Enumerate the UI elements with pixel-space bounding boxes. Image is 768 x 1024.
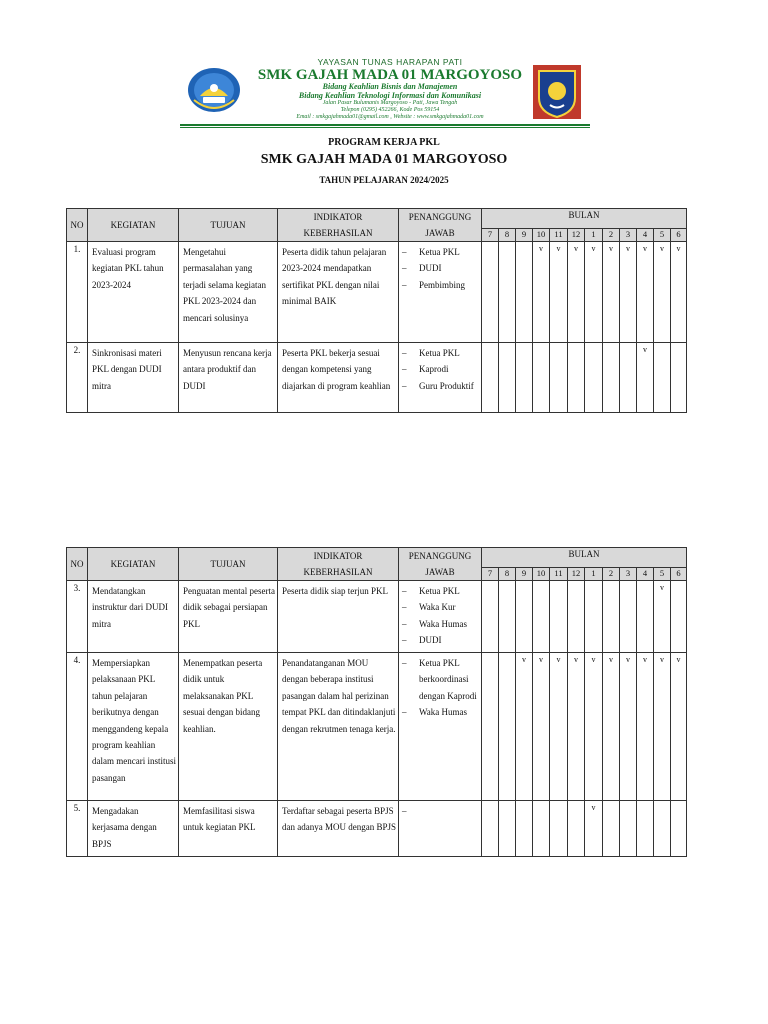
indikator-cell: Penandatanganan MOU dengan beberapa institusi pasangan dalam hal perizinan tempat PKL dan ditindaklanjuti dengan rekrutmen tenaga kerja. [278,653,399,801]
dash-bullet: – [402,618,407,629]
kegiatan-cell: Mengadakan kerjasama dengan BPJS [88,801,179,857]
row-number: 4. [67,653,88,801]
kegiatan-cell: Sinkronisasi materi PKL dengan DUDI mitra [88,343,179,413]
table-row [67,343,687,413]
pj-item [402,655,480,704]
month-mark [568,801,585,857]
school-shield-logo-icon [532,64,582,120]
pj-item [402,277,480,293]
month-mark [499,653,516,801]
header-penanggung-jawab: PENANGGUNG JAWAB [399,548,482,581]
indikator-cell: Peserta didik siap terjun PKL [278,581,399,653]
pj-item [402,260,480,276]
month-header: 4 [637,567,654,580]
month-mark [533,581,550,653]
row-number: 3. [67,581,88,653]
month-mark: v [671,242,687,343]
month-mark: v [671,653,687,801]
pj-text: Ketua PKL [419,348,460,358]
tut-wuri-handayani-logo-icon [186,66,242,114]
dash-bullet: – [402,602,407,613]
pj-item [402,704,480,720]
table-row [67,581,687,653]
month-mark: v [620,242,637,343]
month-header: 8 [499,567,516,580]
pj-item [402,361,480,377]
month-header: 11 [550,567,568,580]
month-mark [637,581,654,653]
letterhead-text [250,56,530,121]
pj-text: Waka Humas [419,707,468,718]
month-mark [482,581,499,653]
month-mark [516,801,533,857]
month-mark: v [585,801,603,857]
row-number: 2. [67,343,88,413]
month-header: 3 [620,567,637,580]
month-mark [499,801,516,857]
tujuan-cell: Penguatan mental peserta didik sebagai persiapan PKL [179,581,278,653]
tujuan-cell: Mengetahui permasalahan yang terjadi selama kegiatan PKL 2023-2024 dan mencari solusinya [179,242,278,343]
table-row [67,801,687,857]
month-header: 9 [516,567,533,580]
penanggung-jawab-cell [399,801,482,857]
field-2: Bidang Keahlian Teknologi Informasi dan Komunikasi [298,90,482,100]
month-mark [533,343,550,413]
pj-text: DUDI [419,635,442,646]
month-mark [637,801,654,857]
school-contact: Email : smkgajahmada01@gmail.com , Website : www.smkgajahmada01.com [296,114,484,120]
month-header: 12 [568,567,585,580]
month-mark [654,801,671,857]
dash-bullet: – [402,635,407,646]
month-mark: v [585,242,603,343]
pj-text: Waka Kur [419,602,456,613]
penanggung-jawab-cell [399,343,482,413]
dash-bullet: – [402,806,407,816]
month-mark [585,581,603,653]
letterhead [180,56,590,128]
month-mark: v [654,653,671,801]
month-mark [482,343,499,413]
month-mark [533,801,550,857]
month-mark: v [550,653,568,801]
month-mark [603,581,620,653]
month-mark [482,653,499,801]
school-title: SMK GAJAH MADA 01 MARGOYOSO [260,152,508,167]
month-mark: v [550,242,568,343]
letterhead-rule [180,124,590,126]
tujuan-cell: Menyusun rencana kerja antara produktif dan DUDI [179,343,278,413]
row-number: 5. [67,801,88,857]
month-mark: v [654,242,671,343]
month-mark [671,343,687,413]
penanggung-jawab-cell [399,242,482,343]
month-mark [620,801,637,857]
month-mark [516,242,533,343]
month-header: 10 [533,228,550,241]
header-no: NO [67,548,88,581]
pj-text: Pembimbing [419,279,466,290]
field-1: Bidang Keahlian Bisnis dan Manajemen [322,82,458,91]
month-mark: v [637,653,654,801]
month-header: 3 [620,228,637,241]
dash-bullet: – [402,658,407,668]
indikator-cell: Terdaftar sebagai peserta BPJS dan adanya MOU dengan BPJS [278,801,399,857]
table-row [67,242,687,343]
month-mark [568,343,585,413]
month-mark [550,801,568,857]
header-tujuan: TUJUAN [179,209,278,242]
month-mark [585,343,603,413]
month-mark [499,343,516,413]
month-mark [516,343,533,413]
month-mark: v [603,242,620,343]
month-header: 6 [671,228,687,241]
month-mark: v [603,653,620,801]
month-mark [499,242,516,343]
month-header: 11 [550,228,568,241]
month-header: 10 [533,567,550,580]
header-bulan: BULAN [482,548,687,568]
school-name: SMK GAJAH MADA 01 MARGOYOSO [257,67,523,83]
header-kegiatan: KEGIATAN [88,209,179,242]
pj-item [402,632,480,648]
pj-text: Waka Humas [419,618,468,629]
month-header: 7 [482,228,499,241]
month-header: 2 [603,567,620,580]
month-header: 1 [585,567,603,580]
indikator-cell: Peserta didik tahun pelajaran 2023-2024 mendapatkan sertifikat PKL dengan nilai minimal BAIK [278,242,399,343]
pj-item [402,616,480,632]
program-title: PROGRAM KERJA PKL [328,137,440,148]
kegiatan-cell: Mendatangkan instruktur dari DUDI mitra [88,581,179,653]
month-mark: v [620,653,637,801]
month-header: 9 [516,228,533,241]
header-no: NO [67,209,88,242]
month-mark [482,801,499,857]
month-mark [499,581,516,653]
foundation-name: YAYASAN TUNAS HARAPAN PATI [317,57,463,67]
month-mark [482,242,499,343]
dash-bullet: – [402,707,407,718]
header-indikator: INDIKATOR KEBERHASILAN [278,548,399,581]
header-penanggung-jawab: PENANGGUNG JAWAB [399,209,482,242]
letterhead-rule-thin [180,127,590,128]
pj-item [402,345,480,361]
program-table-1 [66,208,687,413]
month-mark [568,581,585,653]
header-indikator: INDIKATOR KEBERHASILAN [278,209,399,242]
pj-item [402,378,480,394]
month-mark [550,343,568,413]
month-mark [550,581,568,653]
school-address: Jalan Pasar Bulumanis Margoyoso - Pati, Jawa Tengah [322,100,458,106]
month-mark [620,343,637,413]
pj-text: Kaprodi [419,364,449,375]
month-mark [603,343,620,413]
pj-text: Ketua PKL [419,247,460,257]
academic-year: TAHUN PELAJARAN 2024/2025 [319,175,449,185]
month-mark: v [516,653,533,801]
pj-item [402,244,480,260]
month-mark [671,801,687,857]
table-row [67,653,687,801]
school-phone: Telepon (0295) 452266, Kode Pos 59154 [340,107,440,113]
dash-bullet: – [402,279,407,290]
month-mark: v [533,653,550,801]
header-kegiatan: KEGIATAN [88,548,179,581]
month-mark: v [637,343,654,413]
dash-bullet: – [402,348,407,358]
header-bulan: BULAN [482,209,687,229]
kegiatan-cell: Evaluasi program kegiatan PKL tahun 2023-2024 [88,242,179,343]
pj-item [402,803,480,819]
penanggung-jawab-cell [399,581,482,653]
month-mark [654,343,671,413]
month-header: 8 [499,228,516,241]
month-mark: v [533,242,550,343]
month-header: 6 [671,567,687,580]
month-header: 4 [637,228,654,241]
pj-item [402,583,480,599]
pj-text: Ketua PKL [419,586,460,596]
month-mark: v [654,581,671,653]
month-header: 1 [585,228,603,241]
month-mark: v [568,242,585,343]
tujuan-cell: Memfasilitasi siswa untuk kegiatan PKL [179,801,278,857]
month-header: 7 [482,567,499,580]
month-mark [603,801,620,857]
pj-text: Ketua PKL berkoordinasi dengan Kaprodi [419,658,477,701]
month-mark [620,581,637,653]
dash-bullet: – [402,364,407,375]
dash-bullet: – [402,263,407,274]
dash-bullet: – [402,247,407,257]
month-mark [516,581,533,653]
month-mark: v [585,653,603,801]
month-header: 12 [568,228,585,241]
pj-text [419,803,480,819]
kegiatan-cell: Mempersiapkan pelaksanaan PKL tahun pelajaran berikutnya dengan menggandeng kepala program keahlian dalam mencari institusi pasangan [88,653,179,801]
month-mark: v [568,653,585,801]
pj-text: Guru Produktif [419,380,474,391]
dash-bullet: – [402,380,407,391]
header-tujuan: TUJUAN [179,548,278,581]
month-mark: v [637,242,654,343]
pj-text: DUDI [419,263,442,274]
month-mark [671,581,687,653]
row-number: 1. [67,242,88,343]
dash-bullet: – [402,586,407,596]
month-header: 2 [603,228,620,241]
penanggung-jawab-cell [399,653,482,801]
month-header: 5 [654,567,671,580]
pj-item [402,599,480,615]
program-table-2 [66,547,687,857]
indikator-cell: Peserta PKL bekerja sesuai dengan kompetensi yang diajarkan di program keahlian [278,343,399,413]
tujuan-cell: Menempatkan peserta didik untuk melaksanakan PKL sesuai dengan bidang keahlian. [179,653,278,801]
month-header: 5 [654,228,671,241]
